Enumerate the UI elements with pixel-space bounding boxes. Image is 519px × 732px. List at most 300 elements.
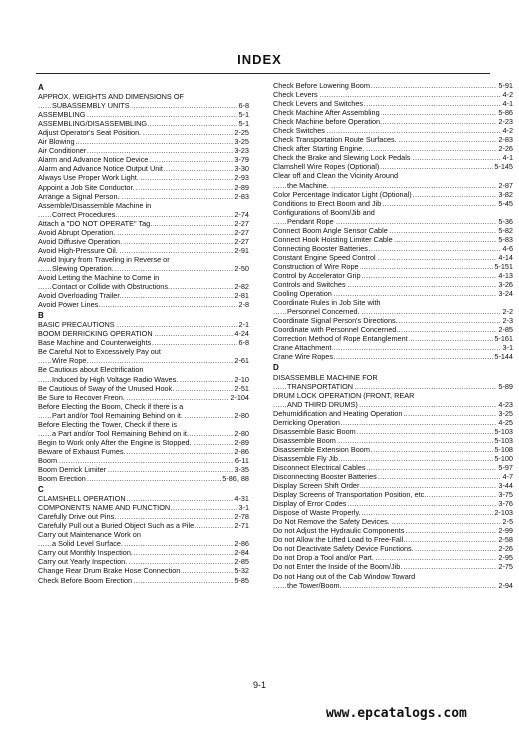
entry-page: 3-30 (234, 164, 249, 174)
index-entry (38, 494, 249, 503)
entry-page: 2-83 (498, 135, 513, 145)
entry-page: 2-2 (502, 307, 513, 317)
entry-page: 5-45 (498, 198, 513, 208)
entry-text: Boom Erection (38, 474, 86, 484)
entry-text: Avoid Diffusive Operation. (38, 236, 123, 246)
index-entry (273, 544, 513, 553)
entry-page: 3-26 (498, 280, 513, 290)
entry-page: 2-51 (234, 383, 249, 393)
entry-text: CLAMSHELL OPERATION (38, 494, 126, 504)
entry-text: Display Screen Shift Order (273, 481, 360, 491)
entry-page: 4-6 (502, 243, 513, 253)
entry-page: 6-8 (238, 338, 249, 348)
entry-page: 2-1 (238, 320, 249, 330)
index-entry (38, 192, 249, 201)
index-entry (38, 429, 249, 438)
entry-text: BOOM DERRICKING OPERATION (38, 329, 153, 339)
entry-text: Alarm and Advance Notice Output Unit (38, 164, 163, 174)
index-entry (273, 235, 513, 244)
entry-page: 2-86 (234, 446, 249, 456)
index-entry (273, 553, 513, 562)
index-entry (38, 201, 249, 210)
index-entry (273, 472, 513, 481)
index-entry (38, 384, 249, 393)
entry-page: 2-80 (234, 410, 249, 420)
index-entry (273, 108, 513, 117)
entry-text: Do not Deactivate Safety Device Functions. (273, 544, 414, 554)
index-entry (38, 365, 249, 374)
entry-text: the Machine. (287, 180, 329, 190)
index-entry (273, 289, 513, 298)
entry-page: 5-97 (498, 462, 513, 472)
entry-page: 2-61 (234, 356, 249, 366)
entry-page: 5-86, 88 (222, 474, 249, 484)
index-entry (38, 402, 249, 411)
entry-text: Change Rear Drum Brake Hose Connection (38, 566, 181, 576)
entry-text: DRUM LOCK OPERATION (FRONT, REAR (273, 390, 415, 400)
index-entry (273, 572, 513, 581)
index-entry (38, 264, 249, 273)
index-entry (273, 373, 513, 382)
entry-page: 2-25 (234, 128, 249, 138)
entry-text: Check Levers (273, 90, 318, 100)
index-entry (38, 219, 249, 228)
index-entry (273, 562, 513, 571)
entry-text: Arrange a Signal Person. (38, 191, 120, 201)
entry-page: 5-32 (234, 566, 249, 576)
index-entry (273, 445, 513, 454)
entry-page: 5-103 (494, 426, 513, 436)
entry-text: Configurations of Boom/Jib and (273, 207, 375, 217)
entry-page: 2-27 (234, 227, 249, 237)
entry-page: 5-145 (494, 162, 513, 172)
entry-text: Attach a "DO NOT OPERATE" Tag. (38, 218, 153, 228)
entry-page: 5-91 (498, 81, 513, 90)
entry-text: Carry out Monthly Inspection. (38, 548, 133, 558)
index-entry (38, 521, 249, 530)
entry-text: Control by Accelerator Grip (273, 270, 361, 280)
entry-page: 2-85 (498, 325, 513, 335)
index-entry (38, 164, 249, 173)
index-entry (273, 190, 513, 199)
index-entry (273, 144, 513, 153)
entry-text: Begin to Work only After the Engine is Stopped. (38, 437, 192, 447)
index-entry (273, 409, 513, 418)
index-entry (38, 237, 249, 246)
entry-page: 5-83 (498, 234, 513, 244)
index-entry (38, 110, 249, 119)
index-entry (273, 508, 513, 517)
entry-text: Do not Enter the Inside of the Boom/Jib. (273, 562, 403, 572)
entry-text: Avoid Injury from Traveling in Reverse or (38, 254, 170, 264)
entry-page: 5-103 (494, 435, 513, 445)
entry-page: 5-1 (238, 110, 249, 120)
entry-text: AND THIRD DRUMS) (287, 399, 358, 409)
page-number: 9-1 (252, 680, 266, 690)
index-entry (38, 447, 249, 456)
entry-page: 3-24 (498, 289, 513, 299)
index-entry (273, 226, 513, 235)
index-entry (273, 316, 513, 325)
index-entry (38, 393, 249, 402)
entry-page: 2-95 (498, 553, 513, 563)
index-entry (38, 320, 249, 329)
index-entry (38, 92, 249, 101)
index-entry (273, 526, 513, 535)
index-entry (273, 581, 513, 590)
entry-text: Slewing Operation. (52, 263, 114, 273)
entry-page: 2-75 (498, 562, 513, 572)
entry-page: 2-74 (234, 209, 249, 219)
entry-text: the Tower/Boom. (287, 580, 342, 590)
entry-page: 2-27 (234, 218, 249, 228)
entry-page: 5-161 (494, 334, 513, 344)
entry-page: 4-1 (502, 99, 513, 109)
entry-page: 2-103 (494, 508, 513, 518)
entry-text: Coordinate Signal Person's Directions. (273, 316, 398, 326)
entry-page: 2-80 (234, 428, 249, 438)
entry-text: Do not Adjust the Hydraulic Components (273, 526, 405, 536)
entry-page: 2-104 (230, 392, 249, 402)
index-entry (38, 119, 249, 128)
entry-page: 2-84 (234, 548, 249, 558)
entry-page: 3-79 (234, 155, 249, 165)
index-entry (273, 244, 513, 253)
index-entry (38, 576, 249, 585)
entry-text: Part and/or Tool Remaining Behind on it. (52, 410, 183, 420)
index-entry (273, 481, 513, 490)
entry-text: Avoid Overloading Trailer. (38, 291, 122, 301)
index-entry (273, 171, 513, 180)
index-entry (273, 208, 513, 217)
entry-text: Check Before Lowering Boom (273, 81, 370, 90)
entry-page: 2-58 (498, 535, 513, 545)
entry-page: 2-50 (234, 263, 249, 273)
entry-text: Check after Starting Engine. (273, 144, 365, 154)
index-entry (273, 217, 513, 226)
entry-page: 2-27 (234, 236, 249, 246)
entry-page: 2-87 (498, 180, 513, 190)
entry-text: Be Cautious of Sway of the Unused Hook. (38, 383, 175, 393)
entry-text: Always Use Proper Work Light. (38, 173, 139, 183)
entry-text: Connecting Booster Batteries (273, 243, 368, 253)
index-entry (38, 291, 249, 300)
index-entry (273, 135, 513, 144)
entry-page: 3-75 (498, 490, 513, 500)
entry-page: 6-11 (234, 455, 249, 465)
entry-page: 5-144 (494, 352, 513, 362)
entry-text: Coordinate with Personnel Concerned. (273, 325, 399, 335)
entry-page: 3-25 (234, 137, 249, 147)
index-entry (273, 298, 513, 307)
index-entry (273, 463, 513, 472)
entry-page: 3-23 (234, 146, 249, 156)
index-entry (273, 90, 513, 99)
entry-text: Crane Wire Ropes (273, 352, 334, 362)
entry-page: 6-8 (238, 101, 249, 111)
index-entry (273, 427, 513, 436)
entry-text: Crane Attachment (273, 343, 332, 353)
index-entry (38, 438, 249, 447)
entry-page: 2-89 (234, 182, 249, 192)
index-entry (273, 334, 513, 343)
entry-text: Do Not Remove the Safety Devices. (273, 517, 390, 527)
entry-text: Display Screens of Transportation Position, etc. (273, 490, 427, 500)
index-entry (38, 246, 249, 255)
entry-text: Disconnecting Booster Batteries (273, 472, 377, 482)
section-letter: D (273, 363, 279, 373)
entry-text: Cooling Operation (273, 289, 332, 299)
entry-page: 2-26 (498, 144, 513, 154)
entry-text: Disassemble Fly Jib (273, 453, 338, 463)
entry-text: Derricking Operation (273, 417, 340, 427)
index-entry (273, 262, 513, 271)
entry-text: Check Before Boom Erection (38, 575, 133, 585)
section-letter: C (38, 485, 44, 495)
entry-page: 2-91 (234, 245, 249, 255)
index-entry (273, 400, 513, 409)
entry-page: 2-83 (234, 191, 249, 201)
index-entry (38, 347, 249, 356)
entry-page: 5-85 (234, 575, 249, 585)
entry-page: 2-89 (234, 437, 249, 447)
index-entry (38, 137, 249, 146)
entry-text: COMPONENTS NAME AND FUNCTION (38, 503, 171, 513)
entry-page: 2-8 (238, 300, 249, 310)
index-entry (273, 99, 513, 108)
index-entry (38, 512, 249, 521)
index-entry (273, 418, 513, 427)
entry-page: 3-82 (498, 189, 513, 199)
entry-text: ASSEMBLING (38, 110, 86, 120)
entry-text: Base Machine and Counterweights (38, 338, 152, 348)
entry-text: SUBASSEMBLY UNITS (52, 101, 130, 111)
entry-text: Correction Method of Rope Entanglement (273, 334, 408, 344)
entry-text: Do not Drop a Tool and/or Part. (273, 553, 374, 563)
entry-page: 4-23 (498, 399, 513, 409)
entry-page: 4-24 (234, 329, 249, 339)
index-entry (273, 490, 513, 499)
entry-page: 4-1 (502, 153, 513, 163)
entry-text: Clamshell Wire Ropes (Optional) (273, 162, 380, 172)
entry-text: Dehumidification and Heating Operation (273, 408, 403, 418)
index-entry (38, 539, 249, 548)
entry-text: Personnel Concerned. (287, 307, 360, 317)
index-entry (273, 535, 513, 544)
entry-text: Avoid High-Pressure Oil. (38, 245, 118, 255)
entry-text: Dispose of Waste Properly. (273, 508, 361, 518)
index-entry (273, 307, 513, 316)
index-entry (38, 420, 249, 429)
entry-text: Wire Rope. (52, 356, 89, 366)
index-entry (273, 271, 513, 280)
index-entry (273, 325, 513, 334)
index-entry (38, 474, 249, 483)
entry-page: 4-14 (498, 252, 513, 262)
entry-text: TRANSPORTATION (287, 381, 354, 391)
index-entry (273, 126, 513, 135)
entry-text: Carry out Maintenance Work on (38, 530, 141, 540)
entry-page: 2-26 (498, 544, 513, 554)
entry-page: 2-94 (498, 580, 513, 590)
entry-page: 4-13 (498, 270, 513, 280)
index-entry (38, 273, 249, 282)
index-title: INDEX (237, 52, 282, 67)
index-entry (38, 255, 249, 264)
index-entry (273, 517, 513, 526)
entry-page: 3-1 (238, 503, 249, 513)
entry-text: Display of Error Codes (273, 499, 347, 509)
entry-text: Avoid Power Lines. (38, 300, 101, 310)
index-entry (38, 375, 249, 384)
index-entry (38, 101, 249, 110)
entry-page: 5-100 (494, 453, 513, 463)
index-entry (38, 210, 249, 219)
index-entry (273, 81, 513, 90)
entry-text: Avoid Abrupt Operation. (38, 227, 116, 237)
index-entry (38, 557, 249, 566)
index-entry (38, 228, 249, 237)
entry-page: 2-86 (234, 539, 249, 549)
index-entry (273, 199, 513, 208)
entry-page: 3-76 (498, 499, 513, 509)
entry-page: 4-31 (234, 494, 249, 504)
entry-page: 5-151 (494, 261, 513, 271)
entry-page: 4-2 (502, 90, 513, 100)
index-column-right (273, 81, 513, 590)
index-entry (273, 352, 513, 361)
entry-text: Be Cautious about Electrification (38, 365, 144, 375)
entry-page: 5-86 (498, 108, 513, 118)
section-letter: A (38, 83, 44, 92)
index-entry (38, 282, 249, 291)
index-entry (38, 183, 249, 192)
entry-text: Check Levers and Switches (273, 99, 364, 109)
entry-page: 4-25 (498, 417, 513, 427)
index-entry (273, 382, 513, 391)
entry-text: Disassemble Extension Boom (273, 444, 370, 454)
index-entry (38, 128, 249, 137)
entry-text: Induced by High Voltage Radio Waves. (52, 374, 179, 384)
entry-text: Air Conditioner (38, 146, 87, 156)
entry-text: Carefully Drive out Pins. (38, 512, 117, 522)
entry-text: Boom (38, 455, 58, 465)
entry-text: APPROX. WEIGHTS AND DIMENSIONS OF (38, 92, 184, 102)
entry-text: Be Careful Not to Excessively Pay out (38, 347, 161, 357)
index-entry (38, 530, 249, 539)
index-entry (38, 173, 249, 182)
entry-text: Correct Procedures. (52, 209, 118, 219)
entry-text: Disconnect Electrical Cables (273, 462, 366, 472)
index-entry (273, 436, 513, 445)
entry-page: 2-3 (502, 316, 513, 326)
entry-page: 3-35 (234, 464, 249, 474)
entry-text: ASSEMBLING/DISASSEMBLING (38, 119, 148, 129)
entry-text: Color Percentage Indicator Light (Optional) (273, 189, 412, 199)
index-entry (38, 356, 249, 365)
entry-text: Carry out Yearly Inspection. (38, 557, 128, 567)
index-entry (38, 155, 249, 164)
entry-text: Appoint a Job Site Conductor. (38, 182, 135, 192)
entry-text: Be Sure to Recover Freon. (38, 392, 125, 402)
entry-text: Avoid Letting the Machine to Come in (38, 272, 160, 282)
index-entry (273, 343, 513, 352)
entry-text: Alarm and Advance Notice Device (38, 155, 149, 165)
entry-text: Before Electing the Tower, Check if there is (38, 419, 177, 429)
index-entry (273, 454, 513, 463)
entry-page: 2-10 (234, 374, 249, 384)
index-entry (273, 280, 513, 289)
entry-text: Boom Derrick Limiter (38, 464, 107, 474)
entry-page: 5-89 (498, 381, 513, 391)
entry-text: Before Electing the Boom, Check if there is a (38, 401, 184, 411)
entry-text: Connect Hook Hoisting Limiter Cable (273, 234, 393, 244)
entry-text: a Solid Level Surface. (52, 539, 123, 549)
entry-page: 5-1 (238, 119, 249, 129)
entry-text: Air Blowing (38, 137, 75, 147)
entry-text: Contact or Collide with Obstructions. (52, 282, 171, 292)
index-entry (38, 456, 249, 465)
entry-page: 2-99 (498, 526, 513, 536)
index-entry (273, 117, 513, 126)
entry-text: Check the Brake and Slewing Lock Pedals (273, 153, 411, 163)
index-entry (38, 338, 249, 347)
entry-page: 2-5 (502, 517, 513, 527)
entry-text: Check Machine before Operation. (273, 117, 383, 127)
entry-text: DISASSEMBLE MACHINE FOR (273, 372, 378, 382)
title-rule (36, 73, 490, 74)
entry-page: 2-93 (234, 173, 249, 183)
index-entry (38, 465, 249, 474)
entry-page: 3-25 (498, 408, 513, 418)
entry-page: 2-81 (234, 291, 249, 301)
entry-page: 2-82 (234, 282, 249, 292)
entry-page: 3-1 (502, 343, 513, 353)
index-entry (38, 503, 249, 512)
index-entry (273, 391, 513, 400)
entry-text: Connect Boom Angle Sensor Cable (273, 225, 388, 235)
index-entry (38, 300, 249, 309)
entry-text: Coordinate Rules in Job Site with (273, 298, 381, 308)
entry-page: 5-108 (494, 444, 513, 454)
entry-page: 5-82 (498, 225, 513, 235)
entry-page: 3-44 (498, 481, 513, 491)
entry-text: Conditions to Erect Boom and Jib (273, 198, 382, 208)
entry-text: Disassemble Boom (273, 435, 336, 445)
index-entry (273, 499, 513, 508)
index-entry (38, 566, 249, 575)
entry-page: 2-85 (234, 557, 249, 567)
entry-page: 2-71 (234, 521, 249, 531)
index-entry (273, 181, 513, 190)
index-entry (38, 329, 249, 338)
entry-text: Pendant Rope (287, 216, 334, 226)
entry-text: Clear off and Clean the Vicinity Around (273, 171, 399, 181)
entry-page: 2-78 (234, 512, 249, 522)
entry-text: Check Machine After Assembling (273, 108, 380, 118)
entry-text: Constant Engine Speed Control (273, 252, 376, 262)
entry-text: BASIC PRECAUTIONS (38, 320, 115, 330)
entry-page: 2-23 (498, 117, 513, 127)
entry-text: Check Transportation Route Surfaces. (273, 135, 397, 145)
entry-page: 5-36 (498, 216, 513, 226)
watermark-text: www.epcatalogs.com (326, 706, 467, 721)
entry-text: Controls and Switches (273, 280, 346, 290)
entry-text: Check Switches (273, 126, 325, 136)
entry-page: 4-7 (502, 472, 513, 482)
index-entry (273, 253, 513, 262)
index-entry (273, 153, 513, 162)
